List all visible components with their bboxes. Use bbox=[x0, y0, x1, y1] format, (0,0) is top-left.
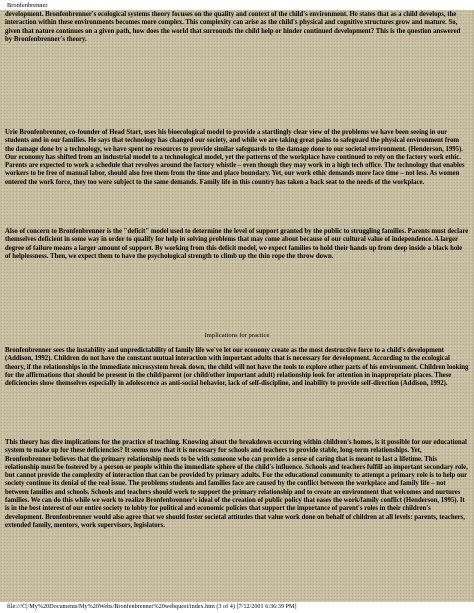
paragraph-family-instability: Bronfenbrenner sees the instability and unpredictability of family life we've let our economy create as the most destructive force to a child's development (Addison, 1992). Children do not have the constant mutual interaction with important adults that is necessary for development. According to the ecological theory, if the relationships in the immediate microsystem break down, the child will not have the tools to explore other parts of his environment. Children looking for the affirmations that should be present in the child/parent (or child/other important adult) relationship look for attention in inappropriate places. These deficiencies show themselves especially in adolescence as anti-social behavior, lack of self-discipline, and inability to provide self-direction (Addison, 1992). bbox=[5, 347, 469, 388]
paragraph-ecological-theory: development. Bronfenbrenner's ecological systems theory focuses on the quality and context of the child's environment. He states that as a child develops, the interaction within these environments becomes more complex. This complexity can arise as the child's physical and cognitive structures grow and mature. So, given that nature continues on a given path, how does the world that surrounds the child help or hinder continued development? This is the question answered by Bronfenbrenner's theory. bbox=[5, 11, 461, 43]
section-heading-implications: Implications for practice bbox=[204, 332, 270, 339]
paragraph-bioecological-model: Urie Bronfenbrenner, co-founder of Head Start, uses his bioecological model to provide a startlingly clear view of the problems we have been seeing in our students and in our families. He says that technology has changed our society, and while we are taking great pains to safeguard the physical environment from the damage done by a technology, we have spent no resources to provide similar safeguards to the damage done to our societal environment. (Henderson, 1995). Our economy has shifted from an industrial model to a technological model, yet the patterns of the workplace have continued to rely on the factory work ethic. Parents are expected to work a schedule that revolves around the factory whistle – even though they may work in a high tech office. The technology that enables workers to be free of manual labor, should also free them from the time and place boundary. Yet, our work ethic demands more face time – not less. As women entered the work force, they too were subject to the same demands. Family life in this country has taken a back seat to the needs of the workplace. bbox=[5, 129, 465, 186]
page-footer-path: file:///C|/My%20Documents/My%20Webs/Bronfenbrenner%20webquest/index.htm (3 of 4) [7/12/2001 6:36:39 PM] bbox=[7, 603, 297, 610]
paragraph-teaching-implications: This theory has dire implications for the practice of teaching. Knowing about the breakdown occurring within children's homes, is it possible for our educational system to make up for these deficiencies? It seems now that it is necessary for schools and teachers to provide stable, long-term relationships. Yet, Bronfenbrenner believes that the primary relationship needs to be with someone who can provide a sense of caring that is meant to last a lifetime. This relationship must be fostered by a person or people within the immediate sphere of the child's influence. Schools and teachers fulfill an important secondary role, but cannot provide the complexity of interaction that can be provided by primary adults. For the educational community to attempt a primary role is to help our society continue its denial of the real issue. The problems students and families face are caused by the conflict between the workplace and family life – not between families and schools. Schools and teachers should work to support the primary relationship and to create an environment that welcomes and nurtures families. We can do this while we work to realize Bronfenbrenner's ideal of the creation of public policy that eases the work/family conflict (Henderson, 1995). It is in the best interest of our entire society to lobby for political and economic policies that support the importance of parent's roles in their children's development. Bronfenbrenner would also agree that we should foster societal attitudes that value work done on behalf of children at all levels: parents, teachers, extended family, mentors, work supervisors, legislators. bbox=[5, 439, 468, 529]
page-header-title: Bronfenbrenner bbox=[7, 2, 48, 9]
paragraph-deficit-model: Also of concern to Bronfenbrenner is the "deficit" model used to determine the level of support granted by the public to struggling families. Parents must declare themselves deficient in some way in order to qualify for help in solving problems that may come about because of our cultural value of independence. A larger degree of failure means a larger amount of support. By working from this deficit model, we expect families to hold their hands up from deep inside a black hole of helplessness. Then, we expect them to have the psychological strength to climb up the thin rope the throw down. bbox=[5, 228, 469, 260]
document-page bbox=[0, 10, 474, 602]
